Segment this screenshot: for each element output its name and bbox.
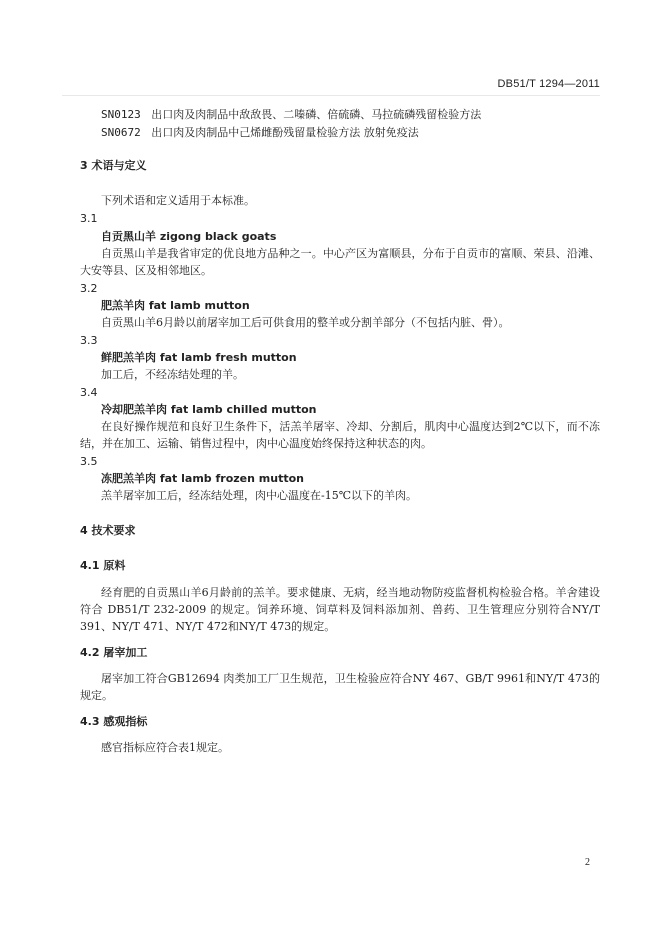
document-code: DB51/T 1294—2011: [497, 78, 600, 90]
reference-code: SN0672: [101, 126, 141, 139]
reference-title: 出口肉及肉制品中敌敌畏、二嗪磷、倍硫磷、马拉硫磷残留检验方法: [151, 108, 482, 121]
term-title: 肥羔羊肉 fat lamb mutton: [101, 299, 250, 312]
term-definition: 加工后，不经冻结处理的羊。: [101, 368, 244, 381]
section-heading: 3 术语与定义: [80, 159, 147, 172]
term-number: 3.1: [80, 212, 98, 225]
term-number: 3.2: [80, 282, 98, 295]
subsection-text: 经育肥的自贡黑山羊6月龄前的羔羊。要求健康、无病，经当地动物防疫监督机构检验合格。羊舍建设符合 DB51/T 232-2009 的规定。饲养环境、饲草料及饲料添加剂、兽药、卫生管理应分别符合NY/T 391、NY/T 471、NY/T 472和NY/T 473的规定。: [80, 586, 600, 633]
reference-item: [101, 124, 419, 141]
reference-item: [101, 106, 481, 123]
section-heading: 4 技术要求: [80, 524, 136, 537]
reference-code: SN0123: [101, 108, 141, 121]
term-number: 3.4: [80, 386, 98, 399]
term-title: 鲜肥羔羊肉 fat lamb fresh mutton: [101, 351, 297, 364]
subsection-heading: 4.2 屠宰加工: [80, 646, 148, 659]
term-definition: 羔羊屠宰加工后，经冻结处理，肉中心温度在-15℃以下的羊肉。: [101, 489, 418, 502]
subsection-text: 感官指标应符合表1规定。: [101, 741, 229, 754]
term-number: 3.3: [80, 334, 98, 347]
subsection-heading: 4.1 原料: [80, 559, 126, 572]
page-number: 2: [585, 857, 590, 868]
term-definition: 自贡黑山羊是我省审定的优良地方品种之一。中心产区为富顺县，分布于自贡市的富顺、荣县、沿滩、大安等县、区及相邻地区。: [80, 247, 600, 277]
subsection-text: 屠宰加工符合GB12694 肉类加工厂卫生规范，卫生检验应符合NY 467、GB/T 9961和NY/T 473的规定。: [80, 672, 600, 702]
term-definition: 自贡黑山羊6月龄以前屠宰加工后可供食用的整羊或分割羊部分（不包括内脏、骨）。: [101, 316, 510, 329]
reference-title: 出口肉及肉制品中己烯雌酚残留量检验方法 放射免疫法: [151, 126, 419, 139]
header-divider: [62, 95, 600, 96]
section-intro: 下列术语和定义适用于本标准。: [101, 194, 255, 207]
term-title: 冷却肥羔羊肉 fat lamb chilled mutton: [101, 403, 317, 416]
term-title: 冻肥羔羊肉 fat lamb frozen mutton: [101, 472, 304, 485]
term-definition: 在良好操作规范和良好卫生条件下，活羔羊屠宰、冷却、分割后，肌肉中心温度达到2℃以下，而不冻结，并在加工、运输、销售过程中，肉中心温度始终保持这种状态的肉。: [80, 420, 600, 450]
term-number: 3.5: [80, 455, 98, 468]
subsection-heading: 4.3 感观指标: [80, 715, 148, 728]
term-title: 自贡黑山羊 zigong black goats: [101, 230, 277, 243]
